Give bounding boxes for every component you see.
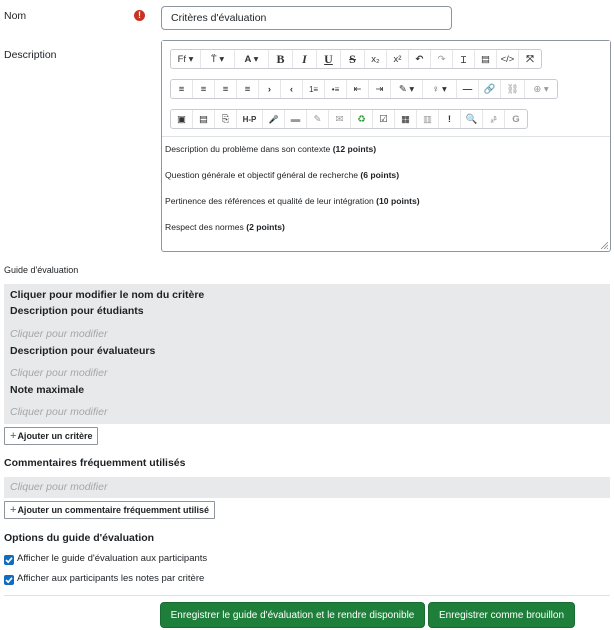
fullscreen-icon: ⤧ <box>526 53 534 65</box>
exclamation-icon: ! <box>447 113 452 125</box>
horizontal-rule-button[interactable] <box>457 80 479 98</box>
bold-icon: B <box>276 51 285 66</box>
align-left-icon: ≡ <box>178 83 185 95</box>
image-button[interactable] <box>171 110 193 128</box>
columns-button[interactable] <box>417 110 439 128</box>
text-cursor-icon: Ɪ <box>460 54 467 66</box>
bold-button[interactable] <box>269 50 293 68</box>
name-label: Nom <box>4 10 27 22</box>
checkmark-icon <box>4 575 14 585</box>
record-audio-button[interactable] <box>263 110 285 128</box>
media-button[interactable] <box>193 110 215 128</box>
description-label: Description <box>4 49 57 61</box>
criterion-name[interactable]: Cliquer pour modifier le nom du critère <box>10 289 205 301</box>
underline-icon: U <box>324 51 333 66</box>
unlink-button[interactable] <box>501 80 525 98</box>
code-icon: </> <box>500 53 515 65</box>
indent-button[interactable] <box>369 80 391 98</box>
add-criterion-label: Ajouter un critère <box>17 431 93 441</box>
show-scores-checkbox[interactable] <box>4 575 14 585</box>
draw-button[interactable] <box>307 110 329 128</box>
justify-icon: ≡ <box>244 83 251 95</box>
content-line-2: Question générale et objectif général de recherche (6 points) <box>165 170 400 180</box>
html-button[interactable] <box>497 50 519 68</box>
underline-button[interactable] <box>317 50 341 68</box>
toolbar-row-3 <box>170 109 528 129</box>
comment-box <box>4 477 610 498</box>
magnifier-icon: 🔍 <box>465 113 478 125</box>
accessibility-checker-button[interactable] <box>439 110 461 128</box>
font-size-icon: T̈ ▾ <box>210 53 225 65</box>
undo-button[interactable] <box>409 50 431 68</box>
microphone-icon: 🎤 <box>268 114 279 124</box>
google-icon: G <box>512 113 520 125</box>
strikethrough-icon: S <box>349 51 356 66</box>
highlight-button[interactable] <box>391 80 423 98</box>
options-title: Options du guide d'évaluation <box>4 532 155 544</box>
ltr-icon: › <box>267 83 272 95</box>
h5p-icon: H-P <box>242 114 257 124</box>
comment-placeholder[interactable]: Cliquer pour modifier <box>10 481 108 493</box>
align-right-icon: ≡ <box>222 83 229 95</box>
email-button[interactable] <box>329 110 351 128</box>
link-icon: 🔗 <box>483 83 496 95</box>
brush-icon: ✎ ▾ <box>398 83 415 95</box>
align-center-button[interactable] <box>193 80 215 98</box>
name-input[interactable]: Critères d'évaluation <box>161 6 452 30</box>
rubric-label: Guide d'évaluation <box>4 265 79 275</box>
comments-title: Commentaires fréquemment utilisés <box>4 457 186 469</box>
plus-icon: + <box>10 430 17 442</box>
globe-icon: ⊕ ▾ <box>533 83 549 95</box>
horizontal-rule-icon: — <box>462 83 473 95</box>
paste-button[interactable] <box>475 50 497 68</box>
font-family-button[interactable] <box>171 50 201 68</box>
max-score-placeholder[interactable]: Cliquer pour modifier <box>10 406 108 418</box>
edit-icon: ☑ <box>379 113 388 125</box>
image-icon: ▣ <box>177 113 186 125</box>
add-comment-label: Ajouter un commentaire fréquemment utilisé <box>17 505 209 515</box>
bullet-list-button[interactable] <box>325 80 347 98</box>
text-color-button[interactable] <box>235 50 269 68</box>
toolbar-row-1 <box>170 49 542 69</box>
add-criterion-button[interactable] <box>4 427 98 445</box>
font-family-icon: Ff ▾ <box>177 53 194 65</box>
envelope-icon: ✉ <box>335 113 344 125</box>
undo-icon: ↶ <box>415 53 424 65</box>
superscript-button[interactable] <box>387 50 409 68</box>
italic-icon: I <box>302 51 307 66</box>
manage-files-button[interactable] <box>215 110 237 128</box>
student-desc-title: Description pour étudiants <box>10 305 144 317</box>
max-score-title: Note maximale <box>10 384 85 396</box>
bullet-list-icon: •≡ <box>331 84 340 94</box>
align-center-icon: ≡ <box>200 83 207 95</box>
content-line-4: Respect des normes (2 points) <box>165 222 285 232</box>
divider <box>4 595 610 596</box>
evaluator-desc-title: Description pour évaluateurs <box>10 345 156 357</box>
align-right-button[interactable] <box>215 80 237 98</box>
save-and-publish-button[interactable]: Enregistrer le guide d'évaluation et le rendre disponible <box>160 602 425 628</box>
numbered-list-icon: 1≡ <box>308 84 319 94</box>
clear-formatting-button[interactable] <box>453 50 475 68</box>
rtl-icon: ‹ <box>289 83 294 95</box>
strikethrough-button[interactable] <box>341 50 365 68</box>
plus-icon: + <box>10 504 17 516</box>
resize-grip-icon[interactable] <box>600 241 608 249</box>
fullscreen-button[interactable] <box>519 50 541 68</box>
superscript-icon: x² <box>393 53 402 65</box>
media-icon: ▤ <box>199 113 208 125</box>
camera-icon: ▬ <box>290 113 301 125</box>
h5p-button[interactable] <box>237 110 263 128</box>
screenreader-helper-button[interactable] <box>461 110 483 128</box>
numbered-list-button[interactable] <box>303 80 325 98</box>
unlink-icon: ⛓ <box>506 83 519 95</box>
italic-button[interactable] <box>293 50 317 68</box>
evaluator-desc-placeholder[interactable]: Cliquer pour modifier <box>10 367 108 379</box>
lightbulb-icon: ♀ ▾ <box>432 83 447 95</box>
recycle-button[interactable] <box>351 110 373 128</box>
redo-button[interactable] <box>431 50 453 68</box>
files-icon: ⎘ <box>221 113 230 125</box>
recycle-icon: ♻ <box>357 113 366 125</box>
text-color-icon: A ▾ <box>244 53 259 65</box>
ltr-button[interactable] <box>259 80 281 98</box>
table-icon: ▦ <box>401 113 410 125</box>
redo-icon: ↷ <box>437 53 446 65</box>
pencil-icon: ✎ <box>313 113 322 125</box>
toolbar-row-2 <box>170 79 558 99</box>
show-scores-label: Afficher aux participants les notes par critère <box>17 573 205 584</box>
table-button[interactable] <box>395 110 417 128</box>
description-editor <box>161 40 611 252</box>
outdent-icon: ⇤ <box>353 83 362 95</box>
content-line-3: Pertinence des références et qualité de leur intégration (10 points) <box>165 196 420 206</box>
record-video-button[interactable] <box>285 110 307 128</box>
subscript-icon: x₂ <box>371 53 380 65</box>
google-button[interactable] <box>505 110 527 128</box>
required-icon: ! <box>134 10 145 21</box>
editor-toolbar <box>162 41 610 137</box>
font-size-button[interactable] <box>201 50 235 68</box>
save-draft-button[interactable]: Enregistrer comme brouillon <box>428 602 575 628</box>
columns-icon: ▥ <box>423 113 432 125</box>
subscript-button[interactable] <box>365 50 387 68</box>
student-desc-placeholder[interactable]: Cliquer pour modifier <box>10 328 108 340</box>
paste-icon: ▤ <box>481 53 490 65</box>
show-rubric-label: Afficher le guide d'évaluation aux participants <box>17 553 208 564</box>
equation-icon: ₐᵝ <box>490 114 497 124</box>
link-button[interactable] <box>479 80 501 98</box>
emoji-button[interactable] <box>423 80 457 98</box>
indent-icon: ⇥ <box>375 83 384 95</box>
show-rubric-checkbox[interactable] <box>4 555 14 565</box>
rubric-criterion-box <box>4 284 610 424</box>
content-line-1: Description du problème dans son contexte (12 points) <box>165 144 377 154</box>
editor-content-area[interactable] <box>162 137 610 251</box>
add-comment-button[interactable] <box>4 501 215 519</box>
justify-button[interactable] <box>237 80 259 98</box>
align-left-button[interactable] <box>171 80 193 98</box>
outdent-button[interactable] <box>347 80 369 98</box>
rtl-button[interactable] <box>281 80 303 98</box>
language-button[interactable] <box>525 80 557 98</box>
edit-button[interactable] <box>373 110 395 128</box>
checkmark-icon <box>4 555 14 565</box>
equation-button[interactable] <box>483 110 505 128</box>
